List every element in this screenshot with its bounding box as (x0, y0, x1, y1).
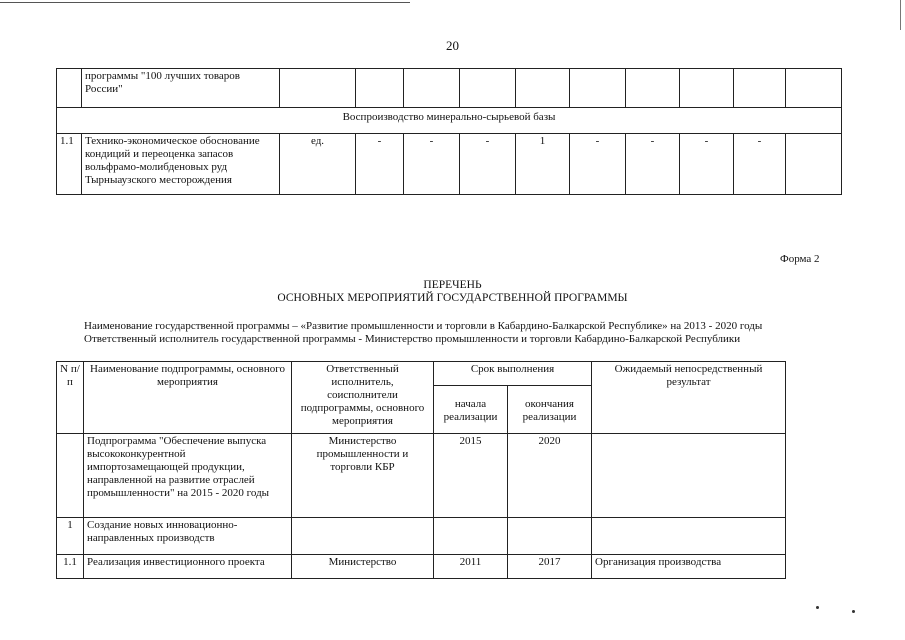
cell-responsible (292, 518, 434, 555)
header-num: N п/п (57, 362, 84, 434)
table-row (57, 555, 786, 579)
measures-table (56, 361, 786, 579)
header-row (57, 362, 786, 386)
cell-num: 1 (57, 518, 84, 555)
cell-name: Создание новых инновационно-направленных производств (84, 518, 292, 555)
table-row (57, 434, 786, 518)
cell-responsible: Министерство (292, 555, 434, 579)
cell-name: Подпрограмма "Обеспечение выпуска высококонкурентной импортозамещающей продукции, направленной на развитие отраслей промышленности" на 2015 - 2020 годы (84, 434, 292, 518)
cell-responsible: Министерство промышленности и торговли КБР (292, 434, 434, 518)
row-value: 1 (516, 134, 570, 195)
scan-speck (852, 610, 855, 613)
cell-result (592, 434, 786, 518)
page-number: 20 (446, 38, 459, 53)
header-end: окончания реализации (508, 386, 592, 434)
category-row (57, 108, 842, 134)
row-value: - (680, 134, 734, 195)
row-value: - (734, 134, 786, 195)
table-row (57, 134, 842, 195)
scan-speck (816, 606, 819, 609)
cell-start: 2011 (434, 555, 508, 579)
table-row (57, 69, 842, 108)
cell-end: 2020 (508, 434, 592, 518)
table-row (57, 518, 786, 555)
document-subheading: ОСНОВНЫХ МЕРОПРИЯТИЙ ГОСУДАРСТВЕННОЙ ПРОГРАММЫ (277, 292, 628, 304)
indicators-table (56, 68, 842, 195)
row-unit: ед. (280, 134, 356, 195)
cell-start (434, 518, 508, 555)
row-value: - (404, 134, 460, 195)
cell-num (57, 434, 84, 518)
header-result: Ожидаемый непосредственный результат (592, 362, 786, 434)
header-start: начала реализации (434, 386, 508, 434)
form-label: Форма 2 (780, 253, 820, 265)
cell-end: 2017 (508, 555, 592, 579)
right-edge-line (900, 0, 901, 30)
document-heading: ПЕРЕЧЕНЬ (423, 279, 482, 291)
program-executor: Ответственный исполнитель государственной программы - Министерство промышленности и торговли Кабардино-Балкарской Республики (84, 333, 741, 345)
top-edge-line (0, 2, 410, 3)
header-term: Срок выполнения (434, 362, 592, 386)
header-responsible: Ответственный исполнитель, соисполнители подпрограммы, основного мероприятия (292, 362, 434, 434)
cell-result (592, 518, 786, 555)
header-name: Наименование подпрограммы, основного мероприятия (84, 362, 292, 434)
cell-name: Реализация инвестиционного проекта (84, 555, 292, 579)
row-text: программы "100 лучших товаров России" (82, 69, 280, 108)
program-name: Наименование государственной программы – «Развитие промышленности и торговли в Кабардино-Балкарской Республике» на 2013 - 2020 годы (84, 320, 763, 332)
row-number: 1.1 (57, 134, 82, 195)
cell-result: Организация производства (592, 555, 786, 579)
row-value: - (626, 134, 680, 195)
cell-start: 2015 (434, 434, 508, 518)
cell-end (508, 518, 592, 555)
cell-num: 1.1 (57, 555, 84, 579)
category-title: Воспроизводство минерально-сырьевой базы (57, 108, 842, 134)
row-text: Технико-экономическое обоснование кондиций и переоценка запасов вольфрамо-молибденовых руд Тырныаузского месторождения (82, 134, 280, 195)
row-value: - (570, 134, 626, 195)
row-value: - (460, 134, 516, 195)
row-value: - (356, 134, 404, 195)
